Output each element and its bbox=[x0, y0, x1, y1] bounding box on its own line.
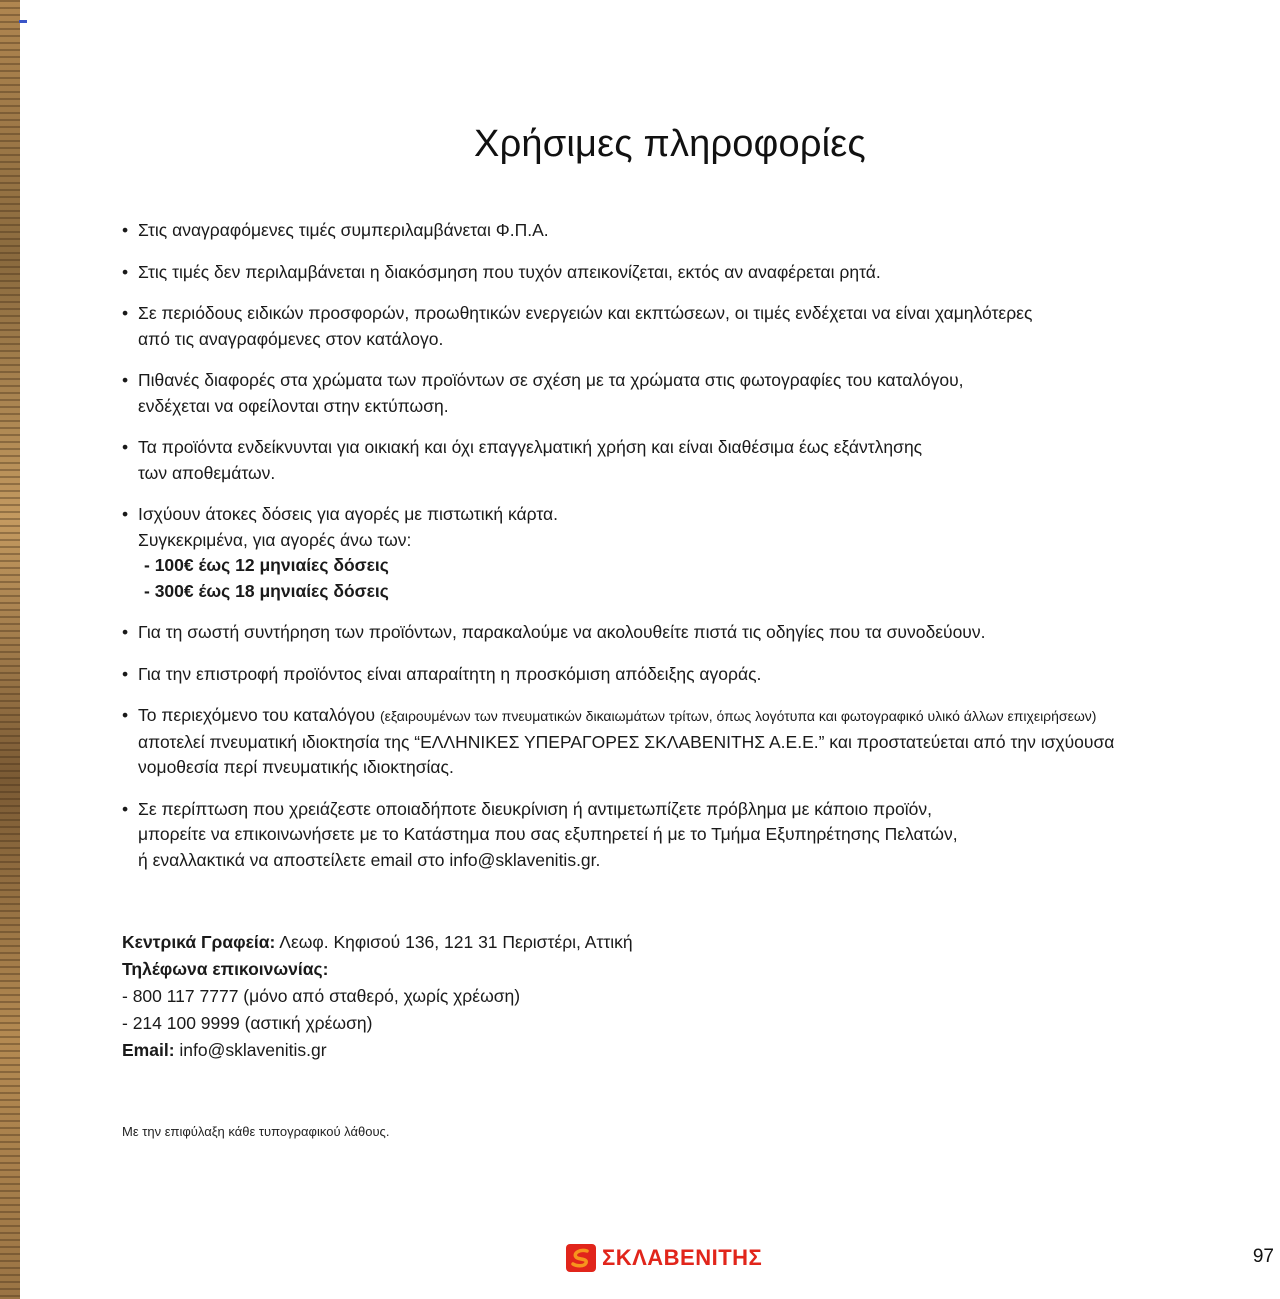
bullet: • bbox=[122, 504, 129, 524]
bullet: • bbox=[122, 663, 129, 684]
bullet: • bbox=[122, 437, 129, 457]
info-item-vat bbox=[122, 218, 1222, 244]
phone-local: - 214 100 9999 (αστική χρέωση) bbox=[122, 1013, 373, 1033]
info-text: ενδέχεται να οφείλονται στην εκτύπωση. bbox=[138, 395, 449, 416]
info-text: Πιθανές διαφορές στα χρώματα των προϊόντων σε σχέση με τα χρώματα στις φωτογραφίες του καταλόγου, bbox=[138, 370, 964, 390]
info-item-returns bbox=[122, 662, 1222, 688]
info-item-home-use bbox=[122, 435, 1222, 486]
info-text: Για την επιστροφή προϊόντος είναι απαραίτητη η προσκόμιση απόδειξης αγοράς. bbox=[138, 663, 762, 684]
info-text: αποτελεί πνευματική ιδιοκτησία της “ΕΛΛΗΝΙΚΕΣ ΥΠΕΡΑΓΟΡΕΣ ΣΚΛΑΒΕΝΙΤΗΣ Α.Ε.Ε.” και προστατεύεται από την ισχύουσα bbox=[138, 731, 1115, 752]
info-list bbox=[122, 218, 1222, 889]
info-item-copyright bbox=[122, 703, 1222, 781]
info-text: Τα προϊόντα ενδείκνυνται για οικιακή και όχι επαγγελματική χρήση και είναι διαθέσιμα έως εξάντλησης bbox=[138, 437, 923, 457]
bullet: • bbox=[122, 220, 129, 240]
info-text: από τις αναγραφόμενες στον κατάλογο. bbox=[138, 328, 444, 349]
strip-marker bbox=[19, 20, 27, 23]
info-item-colors bbox=[122, 368, 1222, 419]
info-item-decoration bbox=[122, 260, 1222, 286]
sklavenitis-logo-icon bbox=[566, 1244, 596, 1272]
info-text: Στις τιμές δεν περιλαμβάνεται η διακόσμηση που τυχόν απεικονίζεται, εκτός αν αναφέρεται ρητά. bbox=[138, 261, 881, 282]
info-text: Σε περίπτωση που χρειάζεστε οποιαδήποτε διευκρίνιση ή αντιμετωπίζετε πρόβλημα με κάποιο προϊόν, bbox=[138, 798, 932, 819]
bullet: • bbox=[122, 261, 129, 282]
hq-address: Λεωφ. Κηφισού 136, 121 31 Περιστέρι, Αττική bbox=[275, 932, 633, 952]
info-item-offers bbox=[122, 301, 1222, 352]
hq-label: Κεντρικά Γραφεία: bbox=[122, 932, 276, 952]
brand-logo bbox=[566, 1243, 762, 1273]
bullet: • bbox=[122, 303, 129, 323]
info-item-support bbox=[122, 797, 1222, 874]
info-text-small: (εξαιρουμένων των πνευματικών δικαιωμάτων τρίτων, όπως λογότυπα και φωτογραφικό υλικό άλλων επιχειρήσεων) bbox=[379, 708, 1097, 724]
info-text: νομοθεσία περί πνευματικής ιδιοκτησίας. bbox=[138, 757, 454, 777]
bullet: • bbox=[122, 370, 129, 390]
info-text: μπορείτε να επικοινωνήσετε με το Κατάστημα που σας εξυπηρετεί ή με το Τμήμα Εξυπηρέτησης Πελατών, bbox=[138, 824, 958, 844]
bullet: • bbox=[122, 705, 129, 725]
info-text: Συγκεκριμένα, για αγορές άνω των: bbox=[138, 529, 412, 550]
installment-tier: - 300€ έως 18 μηνιαίες δόσεις bbox=[144, 580, 389, 601]
phone-free: - 800 117 7777 (μόνο από σταθερό, χωρίς χρέωση) bbox=[122, 986, 521, 1006]
email-row bbox=[122, 1037, 822, 1064]
bullet: • bbox=[122, 798, 129, 819]
info-text: ή εναλλακτικά να αποστείλετε email στο info@sklavenitis.gr. bbox=[138, 849, 601, 870]
info-text-lead: Το περιεχόμενο του καταλόγου bbox=[138, 705, 380, 725]
info-text bbox=[138, 703, 1222, 730]
installment-tier: - 100€ έως 12 μηνιαίες δόσεις bbox=[144, 555, 389, 575]
contact-block bbox=[122, 929, 822, 1064]
page-title: Χρήσιμες πληροφορίες bbox=[474, 123, 866, 166]
info-item-maintenance bbox=[122, 620, 1222, 646]
info-item-installments bbox=[122, 502, 1222, 604]
bullet: • bbox=[122, 622, 129, 642]
info-text: Ισχύουν άτοκες δόσεις για αγορές με πιστωτική κάρτα. bbox=[138, 504, 558, 524]
hq-row bbox=[122, 929, 822, 956]
decorative-photo-strip bbox=[0, 0, 20, 1299]
info-text: Για τη σωστή συντήρηση των προϊόντων, παρακαλούμε να ακολουθείτε πιστά τις οδηγίες που τα συνοδεύουν. bbox=[138, 622, 986, 642]
typo-disclaimer: Με την επιφύλαξη κάθε τυπογραφικού λάθους. bbox=[122, 1124, 390, 1139]
page-number: 97 bbox=[1252, 1246, 1274, 1267]
brand-name: ΣΚΛΑΒΕΝΙΤΗΣ bbox=[602, 1245, 763, 1270]
info-text: Στις αναγραφόμενες τιμές συμπεριλαμβάνεται Φ.Π.Α. bbox=[138, 220, 549, 240]
info-text: των αποθεμάτων. bbox=[138, 462, 276, 483]
info-text: Σε περιόδους ειδικών προσφορών, προωθητικών ενεργειών και εκπτώσεων, οι τιμές ενδέχεται να είναι χαμηλότερες bbox=[138, 303, 1033, 323]
email-label: Email: bbox=[122, 1040, 175, 1060]
phones-label: Τηλέφωνα επικοινωνίας: bbox=[122, 959, 329, 979]
email-value: info@sklavenitis.gr bbox=[174, 1040, 327, 1060]
